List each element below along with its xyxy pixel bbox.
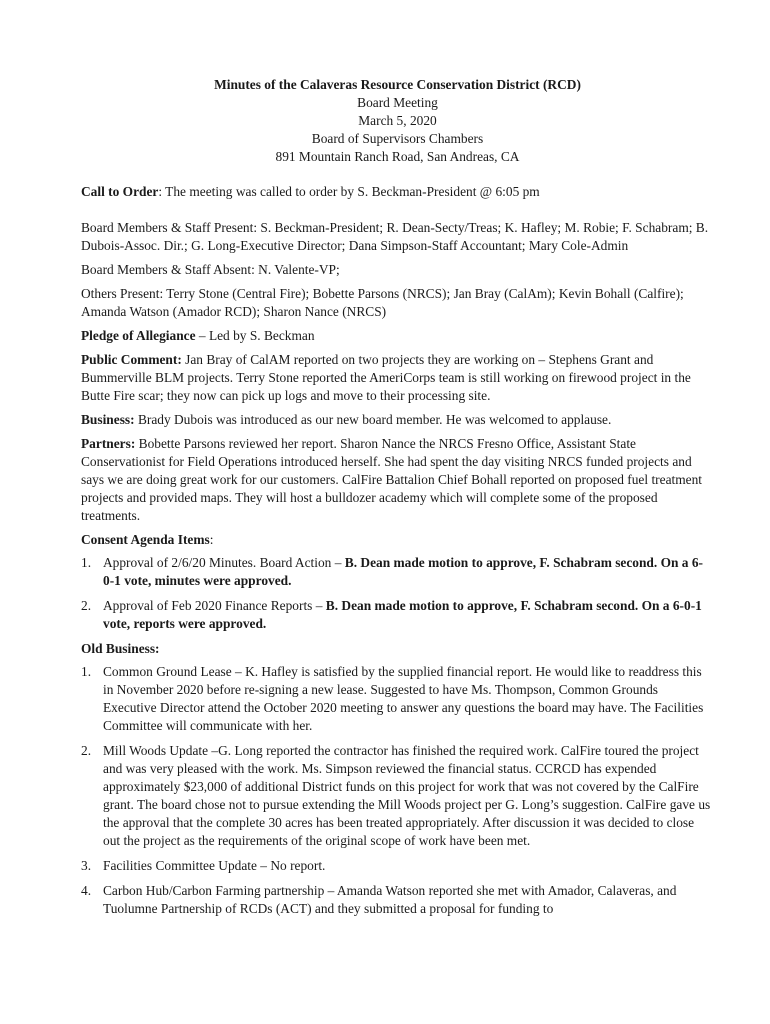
list-number: 4. <box>81 883 92 898</box>
list-item <box>81 882 714 918</box>
others-present: Others Present: Terry Stone (Central Fire); Bobette Parsons (NRCS); Jan Bray (CalAm); Kevin Bohall (Calfire); Amanda Watson (Amador RCD); Sharon Nance (NRCS) <box>81 286 684 319</box>
call-to-order-text: : The meeting was called to order by S. Beckman-President @ 6:05 pm <box>158 184 540 199</box>
old-business-list <box>81 663 714 918</box>
consent-agenda-list <box>81 554 714 633</box>
item-text: Approval of Feb 2020 Finance Reports – <box>103 598 326 613</box>
pledge-text: – Led by S. Beckman <box>195 328 315 343</box>
list-item <box>81 857 714 875</box>
business-label: Business: <box>81 412 135 427</box>
consent-agenda-label: Consent Agenda Items <box>81 532 210 547</box>
partners-label: Partners: <box>81 436 136 451</box>
meeting-type: Board Meeting <box>357 95 438 110</box>
meeting-address: 891 Mountain Ranch Road, San Andreas, CA <box>275 149 520 164</box>
list-item <box>81 597 714 633</box>
consent-agenda-heading <box>81 531 714 549</box>
list-number: 1. <box>81 664 92 679</box>
list-number: 2. <box>81 598 92 613</box>
public-comment-label: Public Comment: <box>81 352 182 367</box>
list-number: 1. <box>81 555 92 570</box>
business <box>81 411 714 429</box>
pledge-of-allegiance <box>81 327 714 345</box>
members-present: Board Members & Staff Present: S. Beckman-President; R. Dean-Secty/Treas; K. Hafley; M. Robie; F. Schabram; B. Dubois-Assoc. Dir.; G. Long-Executive Director; Dana Simpson-Staff Accountant; Mary Cole-Admin <box>81 220 709 253</box>
partners-text: Bobette Parsons reviewed her report. Sharon Nance the NRCS Fresno Office, Assistant State Conservationist for Field Operations introduced herself. She had spent the day visiting NRCS funded projects and says we are doing great work for our customers. CalFire Battalion Chief Bohall reported on proposed fuel treatment projects and provided maps. They will host a bulldozer academy which will complete some of the proposed treatments. <box>81 436 703 523</box>
list-item <box>81 742 714 850</box>
list-number: 2. <box>81 743 92 758</box>
pledge-label: Pledge of Allegiance <box>81 328 196 343</box>
item-text: Mill Woods Update –G. Long reported the contractor has finished the required work. CalFire toured the project and was very pleased with the work. Ms. Simpson reviewed the financial status. CCRCD has expended approximately $23,000 of additional District funds on this project for work that was not covered by the CalFire grant. The board chose not to pursue extending the Mill Woods project per G. Long’s suggestion. CalFire gave us the approval that the complete 30 acres has been treated appropriately. After discussion it was decided to close out the project as the requirements of the original scope of work have been met. <box>103 743 711 848</box>
item-text: Approval of 2/6/20 Minutes. Board Action – <box>103 555 345 570</box>
list-number: 3. <box>81 858 92 873</box>
call-to-order-label: Call to Order <box>81 184 159 199</box>
members-absent: Board Members & Staff Absent: N. Valente-VP; <box>81 262 340 277</box>
document-title: Minutes of the Calaveras Resource Conservation District (RCD) <box>214 77 581 92</box>
document-header <box>81 76 714 166</box>
business-text: Brady Dubois was introduced as our new board member. He was welcomed to applause. <box>134 412 612 427</box>
item-text: Common Ground Lease – K. Hafley is satisfied by the supplied financial report. He would like to readdress this in November 2020 before re-signing a new lease. Suggested to have Ms. Thompson, Common Grounds Executive Director attend the October 2020 meeting to answer any questions the board may have. The Facilities Committee will communicate with her. <box>103 664 704 733</box>
old-business-heading: Old Business: <box>81 641 160 656</box>
item-action: B. Dean made motion to approve, F. Schabram second. On a 6-0-1 vote, minutes were approved. <box>103 555 703 588</box>
list-item <box>81 663 714 735</box>
item-text: Facilities Committee Update – No report. <box>103 858 326 873</box>
list-item <box>81 554 714 590</box>
item-text: Carbon Hub/Carbon Farming partnership – Amanda Watson reported she met with Amador, Calaveras, and Tuolumne Partnership of RCDs (ACT) and they submitted a proposal for funding to <box>103 883 677 916</box>
meeting-date: March 5, 2020 <box>358 113 437 128</box>
consent-agenda-colon: : <box>209 532 214 547</box>
item-action: B. Dean made motion to approve, F. Schabram second. On a 6-0-1 vote, reports were approved. <box>103 598 702 631</box>
meeting-location: Board of Supervisors Chambers <box>311 131 484 146</box>
partners <box>81 435 714 525</box>
public-comment <box>81 351 714 405</box>
public-comment-text: Jan Bray of CalAM reported on two projects they are working on – Stephens Grant and Bummerville BLM projects. Terry Stone reported the AmeriCorps team is still working on firewood project in the Butte Fire scar; they now can pick up logs and move to their processing site. <box>81 352 691 403</box>
call-to-order <box>81 183 714 201</box>
